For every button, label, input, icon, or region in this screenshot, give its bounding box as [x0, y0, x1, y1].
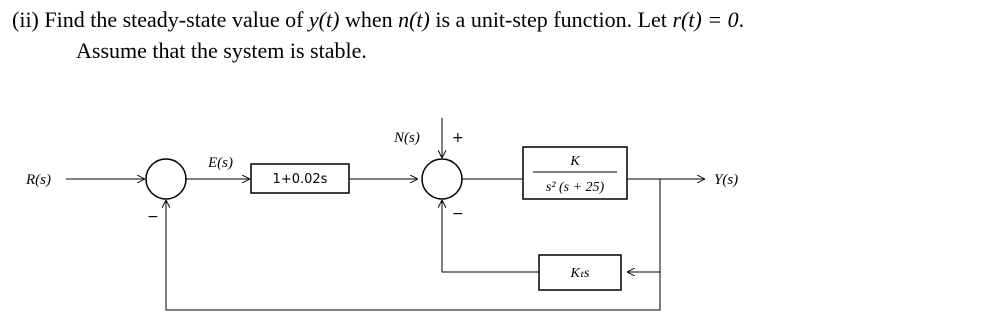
question-text-part: is a unit-step function. Let — [429, 7, 673, 32]
input-label: R(s) — [26, 172, 51, 188]
sum2-minus-sign: − — [452, 206, 464, 222]
summing-junction-1 — [146, 159, 186, 199]
question-text-part: (ii) Find the steady-state value of — [12, 7, 309, 32]
math-y-t: y(t) — [308, 7, 340, 32]
rate-feedback-line — [627, 179, 660, 272]
rate-feedback-gain: Kₜs — [570, 266, 590, 281]
output-label: Y(s) — [714, 172, 739, 188]
math-r-t: r(t) = 0 — [672, 7, 739, 32]
sum1-minus-sign: − — [147, 209, 159, 225]
question-text-part: when — [339, 7, 399, 32]
sum2-plus-sign: + — [452, 130, 464, 146]
controller-transfer-function: 1+0.02s — [272, 172, 328, 187]
plant-numerator: K — [570, 154, 580, 169]
disturbance-label: N(s) — [394, 130, 420, 146]
plant-denominator: s² (s + 25) — [545, 180, 605, 195]
summing-junction-2 — [422, 159, 462, 199]
question-line-2: Assume that the system is stable. — [76, 38, 367, 63]
error-label: E(s) — [208, 155, 233, 171]
question-text-part: . — [738, 7, 745, 32]
math-n-t: n(t) — [398, 7, 430, 32]
